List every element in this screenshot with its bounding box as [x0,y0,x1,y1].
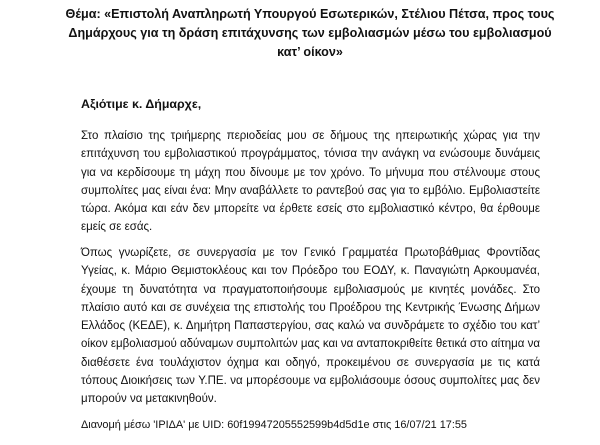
body-paragraph-1: Στο πλαίσιο της τριήμερης περιοδείας μου σε δήμους της ηπειρωτικής χώρας για την επιτάχυνση του εμβολιαστικού προγράμματος, τόνισα την ανάγκη να ενώσουμε δυνάμεις για να κερδίσουμε τη μάχη που δίνουμε με τον χρόνο. Το μήνυμα που στέλνουμε στους συμπολίτες μας είναι ένα: Μην αναβάλλετε το ραντεβού σας για το εμβόλιο. Εμβολιαστείτε τώρα. Ακόμα και εάν δεν μπορείτε να έρθετε εσείς στο εμβολιαστικό κέντρο, θα έρθουμε εμείς σε εσάς. [81,130,540,234]
letter-greeting: Αξιότιμε κ. Δήμαρχε, [81,97,202,111]
body-paragraph-2: Όπως γνωρίζετε, σε συνεργασία με τον Γενικό Γραμματέα Πρωτοβάθμιας Φροντίδας Υγείας, κ. Μάριο Θεμιστοκλέους και τον Πρόεδρο του ΕΟΔΥ, κ. Παναγιώτη Αρκουμανέα, έχουμε τη δυνατότητα να πραγματοποιήσουμε εμβολιασμούς με κινητές μονάδες. Στο πλαίσιο αυτό και σε συνέχεια της επιστολής του Προέδρου της Κεντρικής Ένωσης Δήμων Ελλάδος (ΚΕΔΕ), κ. Δημήτρη Παπαστεργίου, σας καλώ να συνδράμετε το σχέδιο του κατ’ οίκον εμβολιασμού αδύναμων συμπολιτών μας και να ανταποκριθείτε θετικά στο αίτημα να διαθέσετε ένα τουλάχιστον όχημα και οδηγό, προκειμένου σε συνεργασία με τις κατά τόπους Διοικήσεις των Υ.ΠΕ. να μπορέσουμε να εμβολιάσουμε όσους συμπολίτες μας δεν μπορούν να μετακινηθούν. [81,247,541,406]
letter-subject: Θέμα: «Επιστολή Αναπληρωτή Υπουργού Εσωτερικών, Στέλιου Πέτσα, προς τους Δημάρχους για τη δράση επιτάχυνσης των εμβολιασμών μέσω του εμβολιασμού κατ’ οίκον» [65,7,555,59]
distribution-footer: Διανομή μέσω 'ΙΡΙΔΑ' με UID: 60f19947205552599b4d5d1e στις 16/07/21 17:55 [81,419,467,431]
